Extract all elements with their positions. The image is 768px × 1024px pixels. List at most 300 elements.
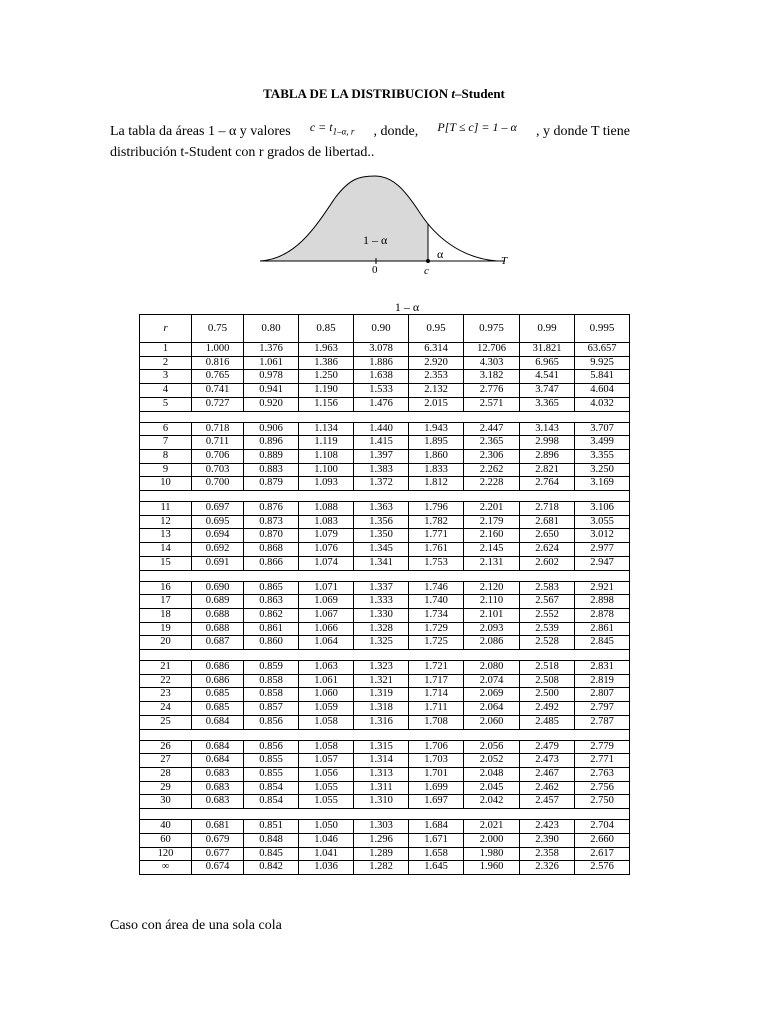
value-cell: 0.683: [192, 781, 244, 795]
value-cell: 2.110: [464, 595, 520, 609]
value-cell: 1.725: [409, 636, 464, 650]
table-row: [140, 463, 630, 477]
value-cell: 2.797: [575, 702, 630, 716]
table-row: [140, 449, 630, 463]
value-cell: 1.314: [354, 754, 409, 768]
value-cell: 2.015: [409, 397, 464, 411]
value-cell: 2.042: [464, 795, 520, 809]
value-cell: 0.855: [244, 767, 299, 781]
value-cell: 1.156: [299, 397, 354, 411]
table-row: [140, 543, 630, 557]
value-cell: 3.365: [520, 397, 575, 411]
formula-c: $c = t_{1-\alpha, r}$: [309, 120, 355, 137]
value-cell: 2.479: [520, 740, 575, 754]
axis-label: T: [501, 255, 508, 267]
value-cell: 1.083: [299, 515, 354, 529]
table-row: [140, 343, 630, 357]
table-row: [140, 397, 630, 411]
value-cell: 1.058: [299, 715, 354, 729]
value-cell: 2.845: [575, 636, 630, 650]
value-cell: 0.906: [244, 422, 299, 436]
value-cell: 1.440: [354, 422, 409, 436]
spacer-row: [140, 650, 630, 661]
value-cell: 2.821: [520, 463, 575, 477]
table-row: [140, 702, 630, 716]
value-cell: 1.321: [354, 674, 409, 688]
df-cell: 22: [140, 674, 192, 688]
value-cell: 2.132: [409, 384, 464, 398]
value-cell: 3.707: [575, 422, 630, 436]
df-cell: 3: [140, 370, 192, 384]
value-cell: 1.963: [299, 343, 354, 357]
value-cell: 2.602: [520, 556, 575, 570]
value-cell: 0.683: [192, 795, 244, 809]
value-cell: 2.583: [520, 581, 575, 595]
spacer-cell: [140, 729, 630, 740]
value-cell: 0.848: [244, 833, 299, 847]
value-cell: 1.415: [354, 436, 409, 450]
value-cell: 1.250: [299, 370, 354, 384]
value-cell: 2.056: [464, 740, 520, 754]
df-cell: 13: [140, 529, 192, 543]
df-cell: 16: [140, 581, 192, 595]
value-cell: 0.876: [244, 502, 299, 516]
value-cell: 0.706: [192, 449, 244, 463]
header-prob: 0.995: [575, 315, 630, 343]
formula-p: P[T ≤ c] = 1 – α: [437, 120, 517, 134]
value-cell: 1.000: [192, 343, 244, 357]
value-cell: 0.686: [192, 661, 244, 675]
value-cell: 0.868: [244, 543, 299, 557]
t-table: [139, 314, 630, 875]
value-cell: 0.677: [192, 847, 244, 861]
value-cell: 0.863: [244, 595, 299, 609]
value-cell: 1.069: [299, 595, 354, 609]
table-row: [140, 636, 630, 650]
value-cell: 1.060: [299, 688, 354, 702]
value-cell: 2.045: [464, 781, 520, 795]
table-row: [140, 370, 630, 384]
shaded-area: [260, 176, 428, 261]
value-cell: 0.862: [244, 608, 299, 622]
table-row: [140, 422, 630, 436]
value-cell: 1.980: [464, 847, 520, 861]
table-row: [140, 754, 630, 768]
df-cell: 1: [140, 343, 192, 357]
value-cell: 0.879: [244, 477, 299, 491]
value-cell: 1.316: [354, 715, 409, 729]
intro-line2: distribución t-Student con r grados de libertad..: [110, 145, 375, 161]
c-point: [426, 259, 430, 263]
value-cell: 2.763: [575, 767, 630, 781]
df-cell: 21: [140, 661, 192, 675]
value-cell: 1.376: [244, 343, 299, 357]
value-cell: 0.681: [192, 820, 244, 834]
value-cell: 0.688: [192, 608, 244, 622]
value-cell: 2.624: [520, 543, 575, 557]
value-cell: 2.093: [464, 622, 520, 636]
value-cell: 1.310: [354, 795, 409, 809]
value-cell: 1.050: [299, 820, 354, 834]
value-cell: 1.671: [409, 833, 464, 847]
value-cell: 1.064: [299, 636, 354, 650]
value-cell: 1.330: [354, 608, 409, 622]
value-cell: 1.134: [299, 422, 354, 436]
value-cell: 1.071: [299, 581, 354, 595]
value-cell: 0.870: [244, 529, 299, 543]
spacer-row: [140, 491, 630, 502]
value-cell: 1.328: [354, 622, 409, 636]
value-cell: 1.056: [299, 767, 354, 781]
value-cell: 2.776: [464, 384, 520, 398]
value-cell: 2.467: [520, 767, 575, 781]
value-cell: 1.100: [299, 463, 354, 477]
value-cell: 1.059: [299, 702, 354, 716]
value-cell: 1.699: [409, 781, 464, 795]
value-cell: 1.350: [354, 529, 409, 543]
table-row: [140, 384, 630, 398]
value-cell: 1.093: [299, 477, 354, 491]
value-cell: 3.055: [575, 515, 630, 529]
value-cell: 3.499: [575, 436, 630, 450]
value-cell: 2.617: [575, 847, 630, 861]
header-prob: 0.975: [464, 315, 520, 343]
table-row: [140, 795, 630, 809]
value-cell: 1.729: [409, 622, 464, 636]
value-cell: 2.660: [575, 833, 630, 847]
value-cell: 1.386: [299, 356, 354, 370]
value-cell: 1.782: [409, 515, 464, 529]
value-cell: 1.289: [354, 847, 409, 861]
value-cell: 0.851: [244, 820, 299, 834]
value-cell: 2.779: [575, 740, 630, 754]
value-cell: 0.978: [244, 370, 299, 384]
df-cell: 30: [140, 795, 192, 809]
value-cell: 1.046: [299, 833, 354, 847]
value-cell: 1.717: [409, 674, 464, 688]
value-cell: 3.078: [354, 343, 409, 357]
value-cell: 1.325: [354, 636, 409, 650]
df-cell: 4: [140, 384, 192, 398]
value-cell: 0.889: [244, 449, 299, 463]
table-row: [140, 477, 630, 491]
value-cell: 0.683: [192, 767, 244, 781]
value-cell: 0.689: [192, 595, 244, 609]
df-cell: 28: [140, 767, 192, 781]
df-cell: 12: [140, 515, 192, 529]
header-prob: 0.90: [354, 315, 409, 343]
value-cell: 1.960: [464, 861, 520, 875]
value-cell: 1.746: [409, 581, 464, 595]
value-cell: 2.086: [464, 636, 520, 650]
value-cell: 1.057: [299, 754, 354, 768]
value-cell: 2.074: [464, 674, 520, 688]
value-cell: 2.326: [520, 861, 575, 875]
value-cell: 0.679: [192, 833, 244, 847]
intro-paragraph: [110, 122, 630, 162]
value-cell: 1.088: [299, 502, 354, 516]
value-cell: 6.965: [520, 356, 575, 370]
value-cell: 2.473: [520, 754, 575, 768]
value-cell: 2.807: [575, 688, 630, 702]
value-cell: 2.518: [520, 661, 575, 675]
value-cell: 1.303: [354, 820, 409, 834]
value-cell: 0.694: [192, 529, 244, 543]
value-cell: 2.718: [520, 502, 575, 516]
value-cell: 1.753: [409, 556, 464, 570]
value-cell: 1.703: [409, 754, 464, 768]
value-cell: 1.318: [354, 702, 409, 716]
value-cell: 1.372: [354, 477, 409, 491]
table-row: [140, 556, 630, 570]
value-cell: 1.533: [354, 384, 409, 398]
spacer-row: [140, 809, 630, 820]
spacer-cell: [140, 809, 630, 820]
value-cell: 1.943: [409, 422, 464, 436]
value-cell: 2.650: [520, 529, 575, 543]
value-cell: 1.734: [409, 608, 464, 622]
df-cell: 25: [140, 715, 192, 729]
value-cell: 1.061: [299, 674, 354, 688]
df-cell: 10: [140, 477, 192, 491]
value-cell: 0.854: [244, 781, 299, 795]
value-cell: 1.895: [409, 436, 464, 450]
df-cell: 8: [140, 449, 192, 463]
value-cell: 2.492: [520, 702, 575, 716]
tail-label: α: [437, 247, 444, 261]
value-cell: 0.674: [192, 861, 244, 875]
value-cell: 1.711: [409, 702, 464, 716]
value-cell: 1.055: [299, 795, 354, 809]
value-cell: 3.106: [575, 502, 630, 516]
value-cell: 0.688: [192, 622, 244, 636]
table-row: [140, 715, 630, 729]
value-cell: 2.021: [464, 820, 520, 834]
value-cell: 1.076: [299, 543, 354, 557]
value-cell: 1.708: [409, 715, 464, 729]
value-cell: 2.947: [575, 556, 630, 570]
header-prob: 0.80: [244, 315, 299, 343]
value-cell: 1.341: [354, 556, 409, 570]
table-row: [140, 820, 630, 834]
value-cell: 0.685: [192, 702, 244, 716]
value-cell: 1.058: [299, 740, 354, 754]
value-cell: 2.861: [575, 622, 630, 636]
df-cell: 15: [140, 556, 192, 570]
value-cell: 1.638: [354, 370, 409, 384]
value-cell: 3.747: [520, 384, 575, 398]
value-cell: 1.812: [409, 477, 464, 491]
df-cell: 60: [140, 833, 192, 847]
value-cell: 3.012: [575, 529, 630, 543]
df-cell: 26: [140, 740, 192, 754]
value-cell: 1.363: [354, 502, 409, 516]
value-cell: 1.701: [409, 767, 464, 781]
value-cell: 0.858: [244, 688, 299, 702]
value-cell: 2.160: [464, 529, 520, 543]
spacer-row: [140, 570, 630, 581]
value-cell: 5.841: [575, 370, 630, 384]
value-cell: 1.714: [409, 688, 464, 702]
value-cell: 0.684: [192, 715, 244, 729]
value-cell: 2.500: [520, 688, 575, 702]
value-cell: 2.681: [520, 515, 575, 529]
zero-label: 0: [372, 264, 378, 276]
value-cell: 2.831: [575, 661, 630, 675]
value-cell: 2.000: [464, 833, 520, 847]
value-cell: 0.896: [244, 436, 299, 450]
value-cell: 63.657: [575, 343, 630, 357]
value-cell: 2.201: [464, 502, 520, 516]
value-cell: 0.686: [192, 674, 244, 688]
table-header-row: [140, 315, 630, 343]
value-cell: 2.485: [520, 715, 575, 729]
spacer-row: [140, 411, 630, 422]
value-cell: 2.262: [464, 463, 520, 477]
value-cell: 2.101: [464, 608, 520, 622]
value-cell: 1.337: [354, 581, 409, 595]
value-cell: 1.055: [299, 781, 354, 795]
df-cell: 27: [140, 754, 192, 768]
value-cell: 31.821: [520, 343, 575, 357]
table-row: [140, 661, 630, 675]
value-cell: 1.356: [354, 515, 409, 529]
value-cell: 1.833: [409, 463, 464, 477]
page-title: TABLA DE LA DISTRIBUCION t–Student: [263, 86, 505, 101]
value-cell: 3.250: [575, 463, 630, 477]
value-cell: 0.741: [192, 384, 244, 398]
value-cell: 0.859: [244, 661, 299, 675]
value-cell: 0.842: [244, 861, 299, 875]
value-cell: 2.390: [520, 833, 575, 847]
value-cell: 1.706: [409, 740, 464, 754]
value-cell: 2.552: [520, 608, 575, 622]
value-cell: 3.169: [575, 477, 630, 491]
value-cell: 2.457: [520, 795, 575, 809]
df-cell: 20: [140, 636, 192, 650]
value-cell: 12.706: [464, 343, 520, 357]
value-cell: 0.727: [192, 397, 244, 411]
value-cell: 2.764: [520, 477, 575, 491]
table-caption: 1 – α: [394, 300, 420, 314]
table-row: [140, 436, 630, 450]
value-cell: 2.508: [520, 674, 575, 688]
value-cell: 2.756: [575, 781, 630, 795]
value-cell: 2.704: [575, 820, 630, 834]
df-cell: 5: [140, 397, 192, 411]
table-row: [140, 595, 630, 609]
value-cell: 1.108: [299, 449, 354, 463]
value-cell: 1.796: [409, 502, 464, 516]
value-cell: 2.228: [464, 477, 520, 491]
value-cell: 4.541: [520, 370, 575, 384]
intro-part3: , y donde T tiene: [535, 124, 630, 139]
value-cell: 2.120: [464, 581, 520, 595]
value-cell: 0.858: [244, 674, 299, 688]
value-cell: 0.865: [244, 581, 299, 595]
value-cell: 2.920: [409, 356, 464, 370]
spacer-cell: [140, 411, 630, 422]
spacer-cell: [140, 491, 630, 502]
value-cell: 1.383: [354, 463, 409, 477]
value-cell: 2.896: [520, 449, 575, 463]
df-cell: 23: [140, 688, 192, 702]
value-cell: 0.816: [192, 356, 244, 370]
value-cell: 1.079: [299, 529, 354, 543]
value-cell: 0.873: [244, 515, 299, 529]
value-cell: 4.032: [575, 397, 630, 411]
value-cell: 2.462: [520, 781, 575, 795]
df-cell: 11: [140, 502, 192, 516]
df-cell: 9: [140, 463, 192, 477]
value-cell: 0.685: [192, 688, 244, 702]
spacer-cell: [140, 570, 630, 581]
df-cell: 2: [140, 356, 192, 370]
header-prob: 0.75: [192, 315, 244, 343]
value-cell: 1.311: [354, 781, 409, 795]
table-row: [140, 515, 630, 529]
value-cell: 3.182: [464, 370, 520, 384]
table-row: [140, 622, 630, 636]
table-row: [140, 861, 630, 875]
value-cell: 1.761: [409, 543, 464, 557]
spacer-cell: [140, 650, 630, 661]
value-cell: 0.860: [244, 636, 299, 650]
table-row: [140, 688, 630, 702]
value-cell: 0.695: [192, 515, 244, 529]
value-cell: 2.069: [464, 688, 520, 702]
table-row: [140, 356, 630, 370]
value-cell: 0.856: [244, 740, 299, 754]
value-cell: 1.119: [299, 436, 354, 450]
value-cell: 2.567: [520, 595, 575, 609]
value-cell: 2.423: [520, 820, 575, 834]
df-cell: 18: [140, 608, 192, 622]
value-cell: 2.750: [575, 795, 630, 809]
value-cell: 0.711: [192, 436, 244, 450]
intro-part2: , donde,: [373, 124, 419, 139]
value-cell: 0.856: [244, 715, 299, 729]
value-cell: 2.771: [575, 754, 630, 768]
value-cell: 2.179: [464, 515, 520, 529]
value-cell: 0.854: [244, 795, 299, 809]
value-cell: 1.697: [409, 795, 464, 809]
value-cell: 2.898: [575, 595, 630, 609]
value-cell: 1.061: [244, 356, 299, 370]
value-cell: 3.143: [520, 422, 575, 436]
value-cell: 2.787: [575, 715, 630, 729]
table-row: [140, 847, 630, 861]
value-cell: 1.066: [299, 622, 354, 636]
value-cell: 1.345: [354, 543, 409, 557]
value-cell: 0.691: [192, 556, 244, 570]
value-cell: 1.315: [354, 740, 409, 754]
value-cell: 2.576: [575, 861, 630, 875]
table-row: [140, 502, 630, 516]
value-cell: 1.771: [409, 529, 464, 543]
value-cell: 1.740: [409, 595, 464, 609]
value-cell: 0.883: [244, 463, 299, 477]
value-cell: 2.358: [520, 847, 575, 861]
value-cell: 2.353: [409, 370, 464, 384]
header-prob: 0.95: [409, 315, 464, 343]
area-label: 1 – α: [363, 233, 388, 247]
footer-note: Caso con área de una sola cola: [110, 918, 282, 933]
value-cell: 1.313: [354, 767, 409, 781]
value-cell: 0.697: [192, 502, 244, 516]
value-cell: 2.145: [464, 543, 520, 557]
header-r: r: [140, 315, 192, 343]
